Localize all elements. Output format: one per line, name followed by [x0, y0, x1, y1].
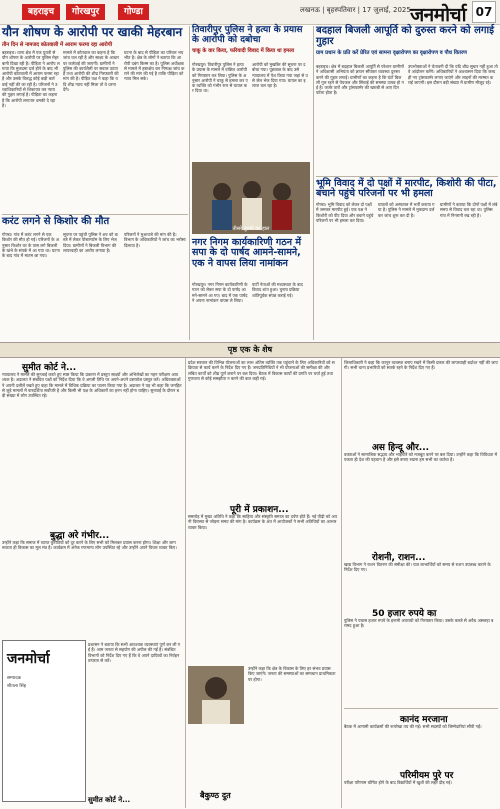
continuation-body-6: उन्होंने कहा कि क्षेत्र के विकास के लिए हर संभव प्रयास किए जाएंगे। जनता की समस्याओं का समाधान प्राथमिकता पर होगा। — [248, 666, 336, 682]
story-subhead-2: चाकू के वार किया, फरियादी विवाद में किया था हमला — [192, 48, 295, 54]
story-body-2a: गोरखपुर। तिवारीपुर पुलिस ने हत्या के प्रयास के मामले में वांछित आरोपी को गिरफ्तार कर लिया। पुलिस के अनुसार आरोपी ने चाकू से हमला कर एक व्यक्ति को गंभीर रूप से घायल कर दिया था। — [192, 62, 248, 94]
continuation-title: 50 हजार रुपये का — [372, 609, 437, 619]
story-body-5a: गोरखपुर। नगर निगम कार्यकारिणी के गठन को लेकर सपा के दो पार्षद आमने-सामने आ गए। बाद में एक पार्षद ने अपना नामांकन वापस ले लिया। — [192, 282, 248, 303]
continuation-title: पूरी में प्रकाशन... — [230, 505, 289, 515]
story-body-4a: गोण्डा। गांव में करंट लगने से एक किशोर की मौत हो गई। परिजनों के अनुसार किशोर घर के पास लगे बिजली के खंभे के संपर्क में आ गया था। घटना के बाद गांव में मातम छा गया। — [2, 232, 60, 259]
story-body-6c: ग्रामीणों ने बताया कि दोनों पक्षों में लंबे समय से विवाद चल रहा था। पुलिस गांव में निगरानी रख रही है। — [440, 202, 498, 218]
story-body-4c: परिजनों ने मुआवजे की मांग की है। विभाग के अधिकारियों ने जांच का भरोसा दिलाया है। — [124, 232, 186, 248]
story-body-1a: बहराइच। थाना क्षेत्र में एक युवती से यौन शोषण के आरोपी पर पुलिस मेहरबानी दिखा रही है। पीड़िता ने आरोप लगाया कि मुकदमा दर्ज होने के बाद भी आरोपी कोतवाली में आराम फरमा रहा है और उसके विरुद्ध कोई कड़ी कार्रवाई नहीं की जा रही है। परिजनों ने उच्चाधिकारियों से शिकायत कर न्याय की गुहार लगाई है। पीड़िता का कहना है कि आरोपी लगातार धमकी दे रहा है। — [2, 50, 60, 108]
story-headline-2: तिवारीपुर पुलिस ने हत्या के प्रयास के आरोपी को दबोचा — [192, 25, 303, 45]
story-body-1b: मामले में कोतवाल का कहना है कि जांच चल रही है और साक्ष्य के आधार पर कार्रवाई की जाएगी। ग्रामीणों ने पुलिस की कार्यशैली पर सवाल उठाए हैं तथा आरोपी की शीघ्र गिरफ्तारी की मांग की है। पीड़ित पक्ष ने कहा कि यदि शीघ्र न्याय नहीं मिला तो वे धरना देंगे। — [63, 50, 119, 93]
story-headline-1: यौन शोषण के आरोपी पर खाकी मेहरबान — [2, 25, 183, 39]
continuation-title: बुद्धा अरे गंभीर... — [50, 531, 110, 541]
publisher-line-1: सम्पादक — [7, 676, 22, 681]
continuation-body-11: बैठक में आगामी कार्यक्रमों की रूपरेखा तय की गई। सभी सदस्यों को जिम्मेदारियां सौंपी गईं। — [344, 724, 482, 729]
photo-caption: तीसरे पुरुषों का हाल — [232, 226, 270, 232]
continuation-body-1: न्यायालय ने मामले की सुनवाई करते हुए स्पष्ट किया कि प्रकरण में प्रस्तुत साक्ष्यों और अभिलेखों का गहन परीक्षण आवश्यक है। अदालत ने संबंधित पक्षों को निर्देश दिया कि वे अगली तिथि पर अपने-अपने दस्तावेज प्रस्तुत करें। अधिवक्ताओं ने अपनी दलीलें रखते हुए कहा कि मामले में विधिक प्रक्रिया का पालन किया गया है। अदालत ने यह भी कहा कि जनहित से जुड़े मामलों में पारदर्शिता सर्वोपरि है और किसी भी पक्ष के अधिकारों का हनन नहीं होना चाहिए। सुनवाई के दौरान बड़ी संख्या में लोग उपस्थित रहे। — [2, 372, 182, 399]
story-body-4b: सूचना पर पहुंची पुलिस ने शव को कब्जे में लेकर पोस्टमार्टम के लिए भेज दिया। ग्रामीणों ने बिजली विभाग की लापरवाही का आरोप लगाया है। — [63, 232, 118, 253]
continuation-body-10: पुलिस ने पचास हजार रुपये के इनामी अपराधी को गिरफ्तार किया। उसके कब्जे से अवैध असलहा बरामद हुआ है। — [344, 618, 494, 629]
continuation-body-3: प्रशासन ने बताया कि सभी आवश्यक व्यवस्थाएं पूर्ण कर ली गई हैं। आम जनता से सहयोग की अपील की गई है। संबंधित विभागों को निर्देश दिए गए हैं कि वे अपने दायित्वों का निर्वहन तत्परता से करें। — [88, 642, 181, 663]
continuation-title: बैकुण्ठ दुत — [200, 791, 231, 800]
continuation-body-7: जिलाधिकारी ने कहा कि कानून व्यवस्था बनाए रखने में किसी प्रकार की लापरवाही बर्दाश्त नहीं की जाएगी। सभी थाना प्रभारियों को सतर्क रहने के निर्देश दिए गए हैं। — [344, 360, 498, 371]
column-rule — [313, 26, 314, 176]
column-rule — [341, 358, 342, 808]
story-headline-6: भूमि विवाद में दो पक्षों में मारपीट, किशोरी की पीटा, बचाने पहुंचे परिजनों पर भी हमला — [316, 178, 497, 200]
continuation-body-12: परीक्षा परिणाम घोषित होने के बाद विद्यार्थियों में खुशी की लहर दौड़ गई। — [344, 780, 452, 785]
story-headline-5: नगर निगम कार्यकारिणी गठन में सपा के दो पार्षद आमने-सामने, एक ने वापस लिया नामांकन — [192, 237, 302, 269]
news-photo — [188, 666, 244, 724]
section-tab-gorakhpur[interactable]: गोरखपुर — [66, 4, 105, 20]
publisher-line-2: शीतला सिंह — [7, 684, 27, 689]
band-title: पृष्ठ एक के शेष — [227, 345, 273, 354]
continuation-title: सुमीत कोर्ट ने... — [22, 363, 77, 373]
story-body-2b: आरोपी को मुखबिर की सूचना पर दबोचा गया। पूछताछ के बाद उसे न्यायालय में पेश किया गया जहां से उसे जेल भेज दिया गया। घायल का इलाज चल रहा है। — [252, 62, 308, 89]
page-number: 07 — [472, 1, 496, 23]
masthead: जनमोर्चा — [410, 4, 466, 26]
dateline: लखनऊ | बृहस्पतिवार | 17 जुलाई, 2025 — [300, 6, 411, 14]
story-headline-4: करंट लगने से किशोर की मौत — [2, 216, 110, 227]
continuation-title: कानंद मरजाना — [400, 715, 448, 725]
column-rule — [189, 26, 190, 340]
section-tab-gonda[interactable]: गोण्डा — [118, 4, 149, 20]
continuation-body-9: खाद्य विभाग ने राशन वितरण की समीक्षा की। पात्र लाभार्थियों को समय से राशन उपलब्ध कराने के निर्देश दिए गए। — [344, 562, 491, 573]
continuation-title: रोशनी, राशन... — [372, 553, 426, 563]
continuation-band — [0, 342, 500, 358]
continuation-body-4: प्रदेश सरकार की विभिन्न योजनाओं का लाभ अंतिम व्यक्ति तक पहुंचाने के लिए अधिकारियों को सक्रियता से कार्य करने के निर्देश दिए गए हैं। जनप्रतिनिधियों ने भी योजनाओं की समीक्षा की और लंबित कार्यों को शीघ्र पूर्ण कराने पर बल दिया। बैठक में विकास कार्यों की प्रगति पर चर्चा हुई तथा गुणवत्ता से कोई समझौता न करने की बात कही गई। — [188, 360, 335, 381]
continuation-title: सुमीत कोर्ट ने... — [88, 796, 131, 804]
photo-crowd-icon — [192, 162, 310, 234]
story-body-1c: घटना के बाद से पीड़िता का परिवार भयभीत है। क्षेत्र के लोगों ने बताया कि आरोपी दबंग किस्म का है। पुलिस अधीक्षक से मामले में हस्तक्षेप कर निष्पक्ष जांच कराने की मांग की गई है ताकि पीड़िता को न्याय मिल सके। — [124, 50, 185, 82]
photo-portrait-icon — [188, 666, 244, 724]
publisher-logo: जनमोर्चा — [7, 651, 50, 667]
page-header — [0, 0, 500, 25]
story-body-3a: बहराइच। क्षेत्र में बदहाल बिजली आपूर्ति से परेशान ग्रामीणों ने अधिशासी अभियंता को ज्ञापन सौंपकर व्यवस्था दुरुस्त करने की गुहार लगाई। ग्रामीणों का कहना है कि घंटों बिजली गुल रहने से पेयजल और सिंचाई की समस्या उत्पन्न हो गई है। जर्जर तारों और ट्रांसफार्मर की खराबी से आए दिन फॉल्ट होता है। — [316, 64, 404, 96]
story-subhead-3: ग्राम प्रधान के प्रति करें प्रेरित एवं सामना वृक्षारोपण का वृक्षारोपण व पौध वितरण — [316, 50, 467, 56]
continuation-title: अस हिन्दू और... — [372, 443, 430, 453]
story-body-6b: घायलों को अस्पताल में भर्ती कराया गया है। पुलिस ने मामले में मुकदमा दर्ज कर जांच शुरू कर दी है। — [378, 202, 435, 218]
continuation-title: परिमीयम पुरे पर — [400, 771, 454, 781]
story-body-3b: उपभोक्ताओं ने चेतावनी दी कि यदि शीघ्र सुधार नहीं हुआ तो वे आंदोलन करेंगे। अधिकारियों ने आश्वासन दिया कि जल्द ही नए ट्रांसफार्मर लगाए जाएंगे और लाइनों की मरम्मत कराई जाएगी। इस दौरान बड़ी संख्या में ग्रामीण मौजूद रहे। — [408, 64, 498, 85]
story-divider — [2, 214, 188, 215]
publisher-box — [2, 640, 86, 802]
story-divider — [344, 708, 498, 709]
column-rule — [313, 176, 314, 340]
continuation-body-5: समारोह में मुख्य अतिथि ने कहा कि साहित्य और संस्कृति समाज का दर्पण होते हैं। नई पीढ़ी को अपनी विरासत से जोड़ना समय की मांग है। कार्यक्रम के अंत में आयोजकों ने सभी अतिथियों का आभार व्यक्त किया। — [188, 514, 338, 530]
story-headline-3: बदहाल बिजली आपूर्ति को दुरुस्त करने को लगाई गुहार — [316, 25, 494, 47]
story-subhead-1: तीन दिन से नामजद कोतवाली में आराम फरमा रहा आरोपी — [2, 42, 113, 48]
continuation-body-2: उन्होंने कहा कि समाज में व्याप्त कुरीतियों को दूर करने के लिए सभी को मिलकर प्रयास करना होगा। शिक्षा और जागरूकता ही विकास का मूल मंत्र है। कार्यक्रम में अनेक गणमान्य लोग उपस्थित रहे और उन्होंने अपने विचार व्यक्त किए। — [2, 540, 177, 551]
story-body-5b: पार्टी नेताओं की मध्यस्थता के बाद विवाद शांत हुआ। चुनाव प्रक्रिया शांतिपूर्वक संपन्न कराई गई। — [252, 282, 303, 298]
column-rule — [185, 358, 186, 808]
news-photo — [192, 162, 310, 234]
story-body-6a: गोण्डा। भूमि विवाद को लेकर दो पक्षों में जमकर मारपीट हुई। एक पक्ष ने किशोरी को पीट दिया और बचाने पहुंचे परिजनों पर भी हमला कर दिया। — [316, 202, 374, 223]
continuation-body-8: वक्ताओं ने सामाजिक सद्भाव और भाईचारे को मजबूत करने पर बल दिया। उन्होंने कहा कि विविधता में एकता ही देश की पहचान है और इसे बनाए रखना हम सभी का कर्तव्य है। — [344, 452, 497, 463]
story-divider — [316, 176, 498, 177]
section-tab-bahraich[interactable]: बहराइच — [22, 4, 60, 20]
